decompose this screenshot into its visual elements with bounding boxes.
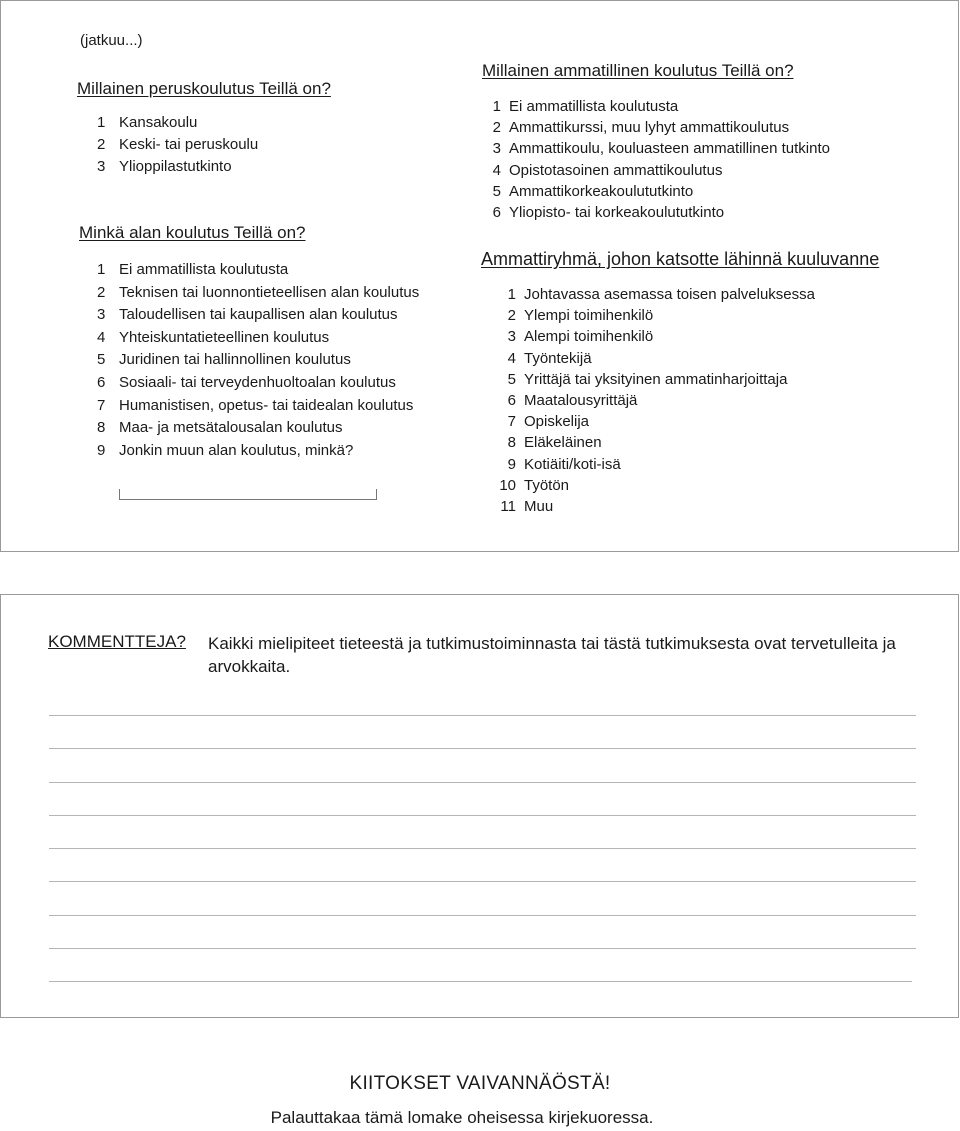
option-number: 6: [97, 373, 106, 391]
option-number: 3: [97, 306, 106, 324]
option-item[interactable]: [481, 96, 830, 117]
option-number: 3: [507, 328, 516, 346]
option-number: 8: [97, 419, 106, 437]
option-item[interactable]: [496, 411, 815, 432]
option-item[interactable]: [496, 326, 815, 347]
occupational-group-question: Ammattiryhmä, johon katsotte lähinnä kuuluvanne: [481, 249, 880, 269]
option-item[interactable]: [496, 348, 815, 369]
option-label: Sosiaali- tai terveydenhuoltoalan koulutus: [119, 373, 396, 391]
option-number: 9: [97, 441, 106, 459]
comment-line[interactable]: [49, 748, 916, 749]
option-number: 11: [500, 497, 516, 515]
option-number: 5: [97, 351, 106, 369]
option-number: 5: [507, 370, 516, 388]
option-label: Opistotasoinen ammattikoulutus: [509, 161, 723, 179]
option-number: 1: [507, 286, 516, 303]
option-item[interactable]: [496, 496, 815, 517]
option-item[interactable]: [97, 372, 419, 395]
option-item[interactable]: [97, 395, 419, 418]
option-label: Ei ammatillista koulutusta: [509, 98, 679, 115]
option-number: 2: [97, 136, 106, 153]
option-item[interactable]: [496, 284, 815, 305]
option-number: 3: [492, 140, 501, 158]
option-label: Ammattikurssi, muu lyhyt ammattikoulutus: [509, 119, 790, 137]
option-label: Maa- ja metsätalousalan koulutus: [119, 419, 343, 437]
option-item[interactable]: [481, 117, 830, 138]
option-label: Opiskelija: [524, 413, 590, 431]
option-number: 4: [97, 328, 106, 346]
vocational-education-question: Millainen ammatillinen koulutus Teillä on?: [482, 61, 794, 80]
option-number: 8: [507, 434, 516, 452]
comments-heading: KOMMENTTEJA?: [48, 632, 186, 651]
option-number: 1: [97, 261, 106, 278]
option-number: 6: [492, 203, 501, 221]
comment-line[interactable]: [49, 948, 916, 949]
option-item[interactable]: [97, 259, 419, 282]
option-number: 4: [507, 349, 516, 367]
option-label: Muu: [524, 497, 554, 515]
option-label: Kansakoulu: [119, 114, 198, 131]
basic-education-options: [97, 112, 258, 178]
option-label: Humanistisen, opetus- tai taidealan koulutus: [119, 396, 414, 414]
field-of-education-question: Minkä alan koulutus Teillä on?: [79, 223, 306, 242]
return-instructions: Palauttakaa tämä lomake oheisessa kirjekuoressa.: [270, 1108, 654, 1127]
option-item[interactable]: [97, 349, 419, 372]
option-item[interactable]: [481, 160, 830, 181]
option-label: Ammattikorkeakoulututkinto: [509, 182, 694, 200]
option-label: Yhteiskuntatieteellinen koulutus: [119, 328, 330, 346]
option-item[interactable]: [496, 369, 815, 390]
option-number: 5: [492, 182, 501, 200]
option-label: Keski- tai peruskoulu: [119, 136, 259, 153]
option-label: Ylioppilastutkinto: [119, 158, 232, 175]
option-item[interactable]: [496, 432, 815, 453]
option-label: Juridinen tai hallinnollinen koulutus: [119, 351, 351, 369]
option-label: Yrittäjä tai yksityinen ammatinharjoittaja: [524, 370, 788, 388]
option-label: Teknisen tai luonnontieteellisen alan koulutus: [119, 283, 420, 301]
option-number: 4: [492, 161, 501, 179]
option-label: Ylempi toimihenkilö: [524, 307, 654, 325]
comment-line[interactable]: [49, 815, 916, 816]
option-number: 2: [97, 283, 106, 301]
option-item[interactable]: [97, 327, 419, 350]
option-item[interactable]: [481, 138, 830, 159]
option-item[interactable]: [496, 454, 815, 475]
option-number: 7: [97, 396, 106, 414]
continued-label: (jatkuu...): [80, 32, 143, 49]
option-label: Yliopisto- tai korkeakoulututkinto: [509, 203, 725, 221]
option-label: Taloudellisen tai kaupallisen alan koulutus: [119, 306, 398, 324]
option-item[interactable]: [97, 134, 258, 156]
vocational-education-options: [481, 96, 830, 223]
option-label: Johtavassa asemassa toisen palveluksessa: [524, 286, 815, 303]
field-of-education-options: [97, 259, 419, 462]
option-item[interactable]: [97, 440, 419, 463]
comment-line[interactable]: [49, 715, 916, 716]
comments-instructions: Kaikki mielipiteet tieteestä ja tutkimustoiminnasta tai tästä tutkimuksesta ovat tervetulleita ja arvokkaita.: [208, 634, 896, 676]
option-item[interactable]: [496, 305, 815, 326]
comment-line[interactable]: [49, 915, 916, 916]
option-number: 3: [97, 158, 106, 175]
option-number: 10: [499, 476, 516, 494]
thanks-message: KIITOKSET VAIVANNÄÖSTÄ!: [349, 1073, 611, 1094]
comment-line[interactable]: [49, 981, 912, 982]
option-item[interactable]: [496, 390, 815, 411]
basic-education-question: Millainen peruskoulutus Teillä on?: [77, 79, 331, 98]
occupational-group-options: [496, 284, 815, 517]
option-number: 6: [507, 391, 516, 409]
option-label: Ei ammatillista koulutusta: [119, 261, 289, 278]
option-label: Jonkin muun alan koulutus, minkä?: [119, 441, 354, 459]
comment-line[interactable]: [49, 848, 916, 849]
option-item[interactable]: [97, 304, 419, 327]
option-item[interactable]: [481, 202, 830, 223]
comment-line[interactable]: [49, 782, 916, 783]
option-number: 7: [507, 413, 516, 431]
option-number: 2: [492, 119, 501, 137]
option-label: Kotiäiti/koti-isä: [524, 455, 621, 473]
comment-line[interactable]: [49, 881, 916, 882]
option-item[interactable]: [97, 282, 419, 305]
option-label: Työtön: [524, 476, 570, 494]
option-label: Työntekijä: [524, 349, 592, 367]
option-item[interactable]: [496, 475, 815, 496]
option-item[interactable]: [481, 181, 830, 202]
option-label: Ammattikoulu, kouluasteen ammatillinen tutkinto: [509, 140, 830, 158]
option-label: Alempi toimihenkilö: [524, 328, 654, 346]
option-label: Maatalousyrittäjä: [524, 391, 638, 409]
option-item[interactable]: [97, 417, 419, 440]
option-label: Eläkeläinen: [524, 434, 602, 452]
option-item[interactable]: [97, 112, 258, 134]
option-number: 2: [507, 307, 516, 325]
option-item[interactable]: [97, 156, 258, 178]
other-field-answer-input[interactable]: [119, 489, 377, 500]
option-number: 1: [97, 114, 106, 131]
option-number: 1: [492, 98, 501, 115]
option-number: 9: [507, 455, 516, 473]
